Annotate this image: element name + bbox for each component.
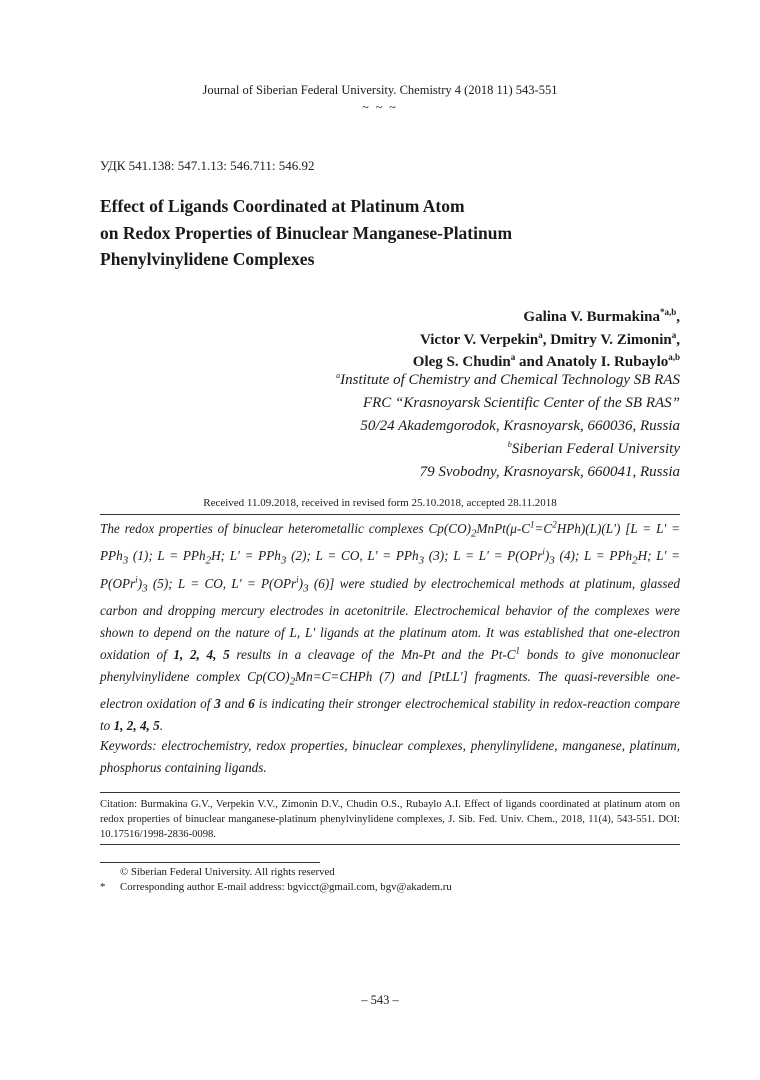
journal-header: Journal of Siberian Federal University. Chemistry 4 (2018 11) 543-551 <box>202 83 558 97</box>
author-affil-mark: a,b <box>668 352 680 362</box>
author-name: Oleg S. Chudin <box>412 354 511 370</box>
received-dates: Received 11.09.2018, received in revised form 25.10.2018, accepted 28.11.2018 <box>203 497 557 509</box>
header-separator: ~ ~ ~ <box>362 100 398 114</box>
affiliations <box>336 369 680 484</box>
keywords: Keywords: electrochemistry, redox properties, binuclear complexes, phenylinylidene, manganese, platinum, phosphorus containing ligands. <box>100 738 680 775</box>
author-list: Galina V. Burmakina$^{*a,b}$, Victor V. Verpekin$^a$, Dmitry V. Zimonin$^a$, Oleg S. Chudin$^a$ and Anatoly I. Rubaylo$^{a,b}$ <box>412 307 680 370</box>
abstract-text: The redox properties of binuclear heterometallic complexes $Cp(CO)_2MnPt(\mu-C^1=C^2HPh)(L)(L') [L = L' = PPh_3$ (1); L = PPh$_2$H; L' = PPh$_3$ (2); L = CO, L' = PPh$_3$ (3); $L = L' = P(OPr^i)_3$ (4); L = PPh$_2$H; $L' = P(OPr^i)_3$ (5); L = CO, $L' = P(OPr^i)_3$ (6)] were studied by electrochemical methods at platinum, glassed carbon and dropping mercury electrodes in acetonitrile. Electrochemical behavior of the complexes were shown to depend on the nature of L, L' ligands at the platinum atom. It was established that one-electron oxidation of 1, 2, 4, 5 results in a cleavage of the Mn-Pt and the $Pt-C^1$ bonds to give mononuclear phenylvinylidene complex $Cp(CO)_2Mn=C=CHPh$ (7) and [PtLL'] fragments. The quasi-reversible one-electron oxidation of 3 and 6 is indicating their stronger electrochemical stability in redox-reaction compare to 1, 2, 4, 5. <box>100 519 681 733</box>
abstract <box>100 518 680 737</box>
footnote-rule <box>100 862 320 863</box>
copyright-notice: © Siberian Federal University. All rights reserved <box>120 866 335 878</box>
author-conjunction: and <box>515 354 547 370</box>
affil-mark: a <box>336 371 341 380</box>
author-name: Victor V. Verpekin <box>419 331 539 348</box>
title-line: Effect of Ligands Coordinated at Platinum Atom <box>100 196 465 216</box>
author-name: Galina V. Burmakina <box>523 309 660 325</box>
affiliation-line: 79 Svobodny, Krasnoyarsk, 660041, Russia <box>419 464 680 480</box>
affiliation-line: FRC “Krasnoyarsk Scientific Center of the SB RAS” <box>362 395 680 411</box>
affiliation-line: Institute of Chemistry and Chemical Technology SB RAS <box>340 372 680 388</box>
page-number: – 543 – <box>361 993 399 1007</box>
author-name: Anatoly I. Rubaylo <box>546 354 669 370</box>
corresponding-author <box>100 881 452 893</box>
author-name: Dmitry V. Zimonin <box>550 331 672 348</box>
footnote-star: * <box>100 881 106 893</box>
author-affil-mark: a <box>510 352 516 362</box>
title-line: on Redox Properties of Binuclear Manganese-Platinum <box>100 222 513 243</box>
title-line: Phenylvinylidene Complexes <box>100 249 315 269</box>
affil-mark: b <box>507 440 512 449</box>
corresponding-email: Corresponding author E-mail address: bgvicct@gmail.com, bgv@akadem.ru <box>120 881 452 893</box>
affiliation-line: 50/24 Akademgorodok, Krasnoyarsk, 660036, Russia <box>360 418 680 434</box>
affiliation-line: Siberian Federal University <box>511 441 680 457</box>
citation-bottom-rule <box>100 844 680 845</box>
author-affil-mark: a <box>671 329 677 340</box>
abstract-top-rule <box>100 514 680 515</box>
citation: Citation: Burmakina G.V., Verpekin V.V., Zimonin D.V., Chudin O.S., Rubaylo A.I. Effect of ligands coordinated at platinum atom on redox properties of binuclear manganese-platinum phenylvinylidene complexes, J. Sib. Fed. Univ. Chem., 2018, 11(4), 543-551. DOI: 10.17516/1998-2836-0098. <box>100 799 680 841</box>
author-affil-mark: a <box>538 329 543 340</box>
udc-code: УДК 541.138: 547.1.13: 546.711: 546.92 <box>100 158 315 173</box>
citation-top-rule <box>100 792 680 793</box>
paper-title <box>100 193 660 273</box>
author-affil-mark: *a,b <box>659 307 677 317</box>
